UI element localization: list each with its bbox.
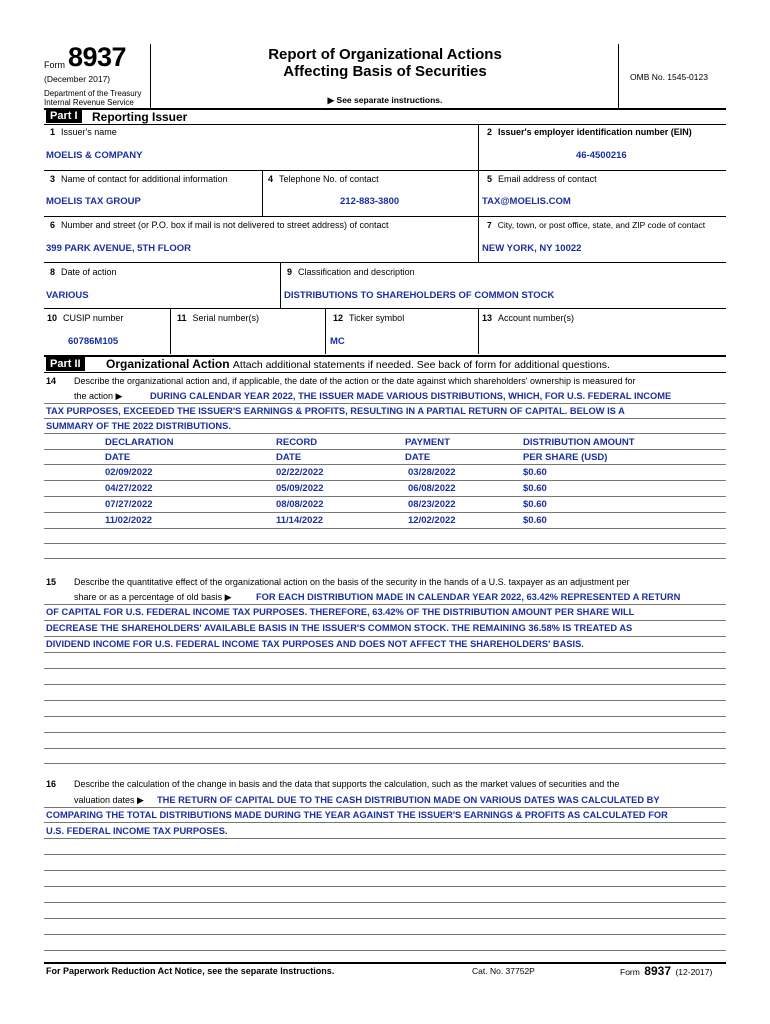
rule: [44, 668, 726, 669]
rule: [44, 604, 726, 605]
f4-label: 4 Telephone No. of contact: [268, 174, 379, 184]
q15-answer-line1[interactable]: FOR EACH DISTRIBUTION MADE IN CALENDAR YEAR 2022, 63.42% REPRESENTED A RETURN: [256, 592, 681, 602]
f2-label: 2 Issuer's employer identification number (EIN): [487, 127, 692, 137]
ein-field[interactable]: 46-4500216: [576, 150, 627, 161]
f6-label: 6 Number and street (or P.O. box if mail is not delivered to street address) of contact: [50, 220, 389, 230]
rule: [44, 934, 726, 935]
f10-label: 10 CUSIP number: [47, 313, 124, 323]
rule: [478, 308, 479, 354]
rule: [44, 543, 726, 544]
rule: [44, 870, 726, 871]
f12-label: 12 Ticker symbol: [333, 313, 405, 323]
ticker-field[interactable]: MC: [330, 336, 345, 347]
catalog-number: Cat. No. 37752P: [472, 966, 535, 976]
table-cell: 08/23/2022: [408, 499, 456, 510]
table-cell: 12/02/2022: [408, 515, 456, 526]
classification-field[interactable]: DISTRIBUTIONS TO SHAREHOLDERS OF COMMON STOCK: [284, 290, 555, 301]
title-line2: Affecting Basis of Securities: [283, 63, 487, 80]
rule: [44, 748, 726, 749]
issuer-name-field[interactable]: MOELIS & COMPANY: [46, 150, 143, 161]
rule: [44, 854, 726, 855]
dist-header-declaration: DECLARATION: [105, 437, 174, 448]
q15-answer-line2[interactable]: OF CAPITAL FOR U.S. FEDERAL INCOME TAX PURPOSES. THEREFORE, 63.42% OF THE DISTRIBUTION AMOUNT PER SHARE WILL: [46, 607, 635, 617]
rule: [44, 403, 726, 404]
footer-form-id: Form 8937 (12-2017): [620, 964, 713, 978]
omb-number: OMB No. 1545-0123: [630, 72, 708, 82]
rule: [44, 124, 726, 125]
dist-subheader-date: DATE: [105, 452, 131, 463]
form-revision: (December 2017): [44, 74, 111, 84]
q14-prefix: the action ▶: [74, 391, 123, 401]
header-divider-left: [150, 44, 151, 108]
street-field[interactable]: 399 PARK AVENUE, 5TH FLOOR: [46, 243, 191, 254]
table-cell: 06/08/2022: [408, 483, 456, 494]
city-field[interactable]: NEW YORK, NY 10022: [482, 243, 582, 254]
see-instructions: ▶ See separate instructions.: [327, 95, 443, 105]
cusip-field[interactable]: 60786M105: [68, 336, 119, 347]
dist-header-payment: PAYMENT: [405, 437, 450, 448]
table-cell: 03/28/2022: [408, 467, 456, 478]
dist-subheader-date: DATE: [276, 452, 302, 463]
email-field[interactable]: TAX@MOELIS.COM: [482, 196, 571, 207]
form-number: 8937: [68, 42, 127, 72]
part2-title: Organizational Action Attach additional statements if needed. See back of form for additional questions.: [106, 357, 610, 371]
rule: [478, 124, 479, 170]
form-header: [44, 40, 726, 108]
q14-text: Describe the organizational action and, if applicable, the date of the action or the date against which shareholders' ownership is measured for: [74, 376, 636, 386]
header-divider-right: [618, 44, 619, 108]
table-cell: $0.60: [523, 483, 547, 494]
q14-num: 14: [46, 376, 57, 386]
table-cell: 05/09/2022: [276, 483, 324, 494]
rule: [44, 480, 726, 481]
dept-line2: Internal Revenue Service: [44, 98, 134, 107]
q16-answer-line1[interactable]: THE RETURN OF CAPITAL DUE TO THE CASH DISTRIBUTION MADE ON VARIOUS DATES WAS CALCULATED BY: [157, 795, 660, 805]
rule: [44, 464, 726, 465]
q15-prefix: share or as a percentage of old basis ▶: [74, 592, 232, 602]
rule: [44, 170, 726, 171]
rule: [478, 216, 479, 262]
q14-answer-line3[interactable]: SUMMARY OF THE 2022 DISTRIBUTIONS.: [46, 421, 231, 431]
f7-label: 7 City, town, or post office, state, and ZIP code of contact: [487, 220, 706, 230]
rule: [44, 528, 726, 529]
rule: [280, 262, 281, 308]
table-cell: 07/27/2022: [105, 499, 153, 510]
f9-label: 9 Classification and description: [287, 267, 415, 277]
rule: [44, 902, 726, 903]
rule: [44, 636, 726, 637]
table-cell: $0.60: [523, 467, 547, 478]
q16-answer-line3[interactable]: U.S. FEDERAL INCOME TAX PURPOSES.: [46, 826, 228, 836]
rule: [44, 822, 726, 823]
q16-prefix: valuation dates ▶: [74, 795, 144, 805]
rule: [44, 262, 726, 263]
part1-label: Part I: [46, 109, 82, 123]
rule: [44, 950, 726, 951]
title-line1: Report of Organizational Actions: [268, 46, 502, 63]
part1-title: Reporting Issuer: [92, 110, 188, 124]
rule: [170, 308, 171, 354]
q14-answer-line1[interactable]: DURING CALENDAR YEAR 2022, THE ISSUER MADE VARIOUS DISTRIBUTIONS, WHICH, FOR U.S. FEDERAL INCOME: [150, 391, 672, 401]
q16-text: Describe the calculation of the change in basis and the data that supports the calculation, such as the market values of securities and the: [74, 779, 620, 789]
f3-label: 3 Name of contact for additional information: [50, 174, 228, 184]
rule: [44, 732, 726, 733]
dist-header-record: RECORD: [276, 437, 318, 448]
telephone-field[interactable]: 212-883-3800: [340, 196, 400, 207]
form-title: [151, 46, 619, 80]
rule: [44, 652, 726, 653]
q16-answer-line2[interactable]: COMPARING THE TOTAL DISTRIBUTIONS MADE DURING THE YEAR AGAINST THE ISSUER'S EARNINGS & PROFITS AS CALCULATED FOR: [46, 810, 668, 820]
q16-num: 16: [46, 779, 57, 789]
dept-line1: Department of the Treasury: [44, 89, 142, 98]
dist-subheader-per-share: PER SHARE (USD): [523, 452, 608, 463]
rule: [44, 372, 726, 373]
q15-num: 15: [46, 577, 57, 587]
dist-subheader-date: DATE: [405, 452, 431, 463]
q15-answer-line3[interactable]: DECREASE THE SHAREHOLDERS' AVAILABLE BASIS IN THE ISSUER'S COMMON STOCK. THE REMAINING 36.58% IS TREATED AS: [46, 623, 633, 633]
rule: [325, 308, 326, 354]
rule: [44, 716, 726, 717]
f8-label: 8 Date of action: [50, 267, 117, 277]
rule: [44, 763, 726, 764]
q15-text: Describe the quantitative effect of the organizational action on the basis of the security in the hands of a U.S. taxpayer as an adjustment per: [74, 577, 630, 587]
rule: [44, 684, 726, 685]
form-word: Form: [44, 60, 65, 70]
table-cell: 11/02/2022: [105, 515, 153, 526]
rule: [44, 449, 726, 450]
rule: [44, 700, 726, 701]
f11-label: 11 Serial number(s): [177, 313, 260, 323]
rule: [44, 807, 726, 808]
rule: [478, 170, 479, 216]
table-cell: 02/09/2022: [105, 467, 153, 478]
rule: [44, 433, 726, 434]
table-cell: 04/27/2022: [105, 483, 153, 494]
f13-label: 13 Account number(s): [482, 313, 575, 323]
part2-label: Part II: [46, 357, 85, 371]
table-cell: 02/22/2022: [276, 467, 324, 478]
rule: [44, 918, 726, 919]
f5-label: 5 Email address of contact: [487, 174, 597, 184]
table-cell: $0.60: [523, 499, 547, 510]
rule: [44, 558, 726, 559]
table-cell: 08/08/2022: [276, 499, 324, 510]
rule: [44, 216, 726, 217]
dist-header-amount: DISTRIBUTION AMOUNT: [523, 437, 635, 448]
paperwork-notice: For Paperwork Reduction Act Notice, see the separate Instructions.: [46, 966, 335, 976]
table-cell: 11/14/2022: [276, 515, 324, 526]
rule: [44, 496, 726, 497]
f1-label: 1 Issuer's name: [50, 127, 117, 137]
contact-name-field[interactable]: MOELIS TAX GROUP: [46, 196, 141, 207]
rule: [44, 418, 726, 419]
rule: [262, 170, 263, 216]
date-of-action-field[interactable]: VARIOUS: [46, 290, 89, 301]
rule: [44, 838, 726, 839]
rule: [44, 620, 726, 621]
q15-answer-line4[interactable]: DIVIDEND INCOME FOR U.S. FEDERAL INCOME TAX PURPOSES AND DOES NOT AFFECT THE SHAREHOLDERS' BASIS.: [46, 639, 584, 649]
rule: [44, 512, 726, 513]
rule: [44, 308, 726, 309]
q14-answer-line2[interactable]: TAX PURPOSES, EXCEEDED THE ISSUER'S EARNINGS & PROFITS, RESULTING IN A PARTIAL RETURN OF CAPITAL. BELOW IS A: [46, 406, 625, 416]
table-cell: $0.60: [523, 515, 547, 526]
rule: [44, 886, 726, 887]
